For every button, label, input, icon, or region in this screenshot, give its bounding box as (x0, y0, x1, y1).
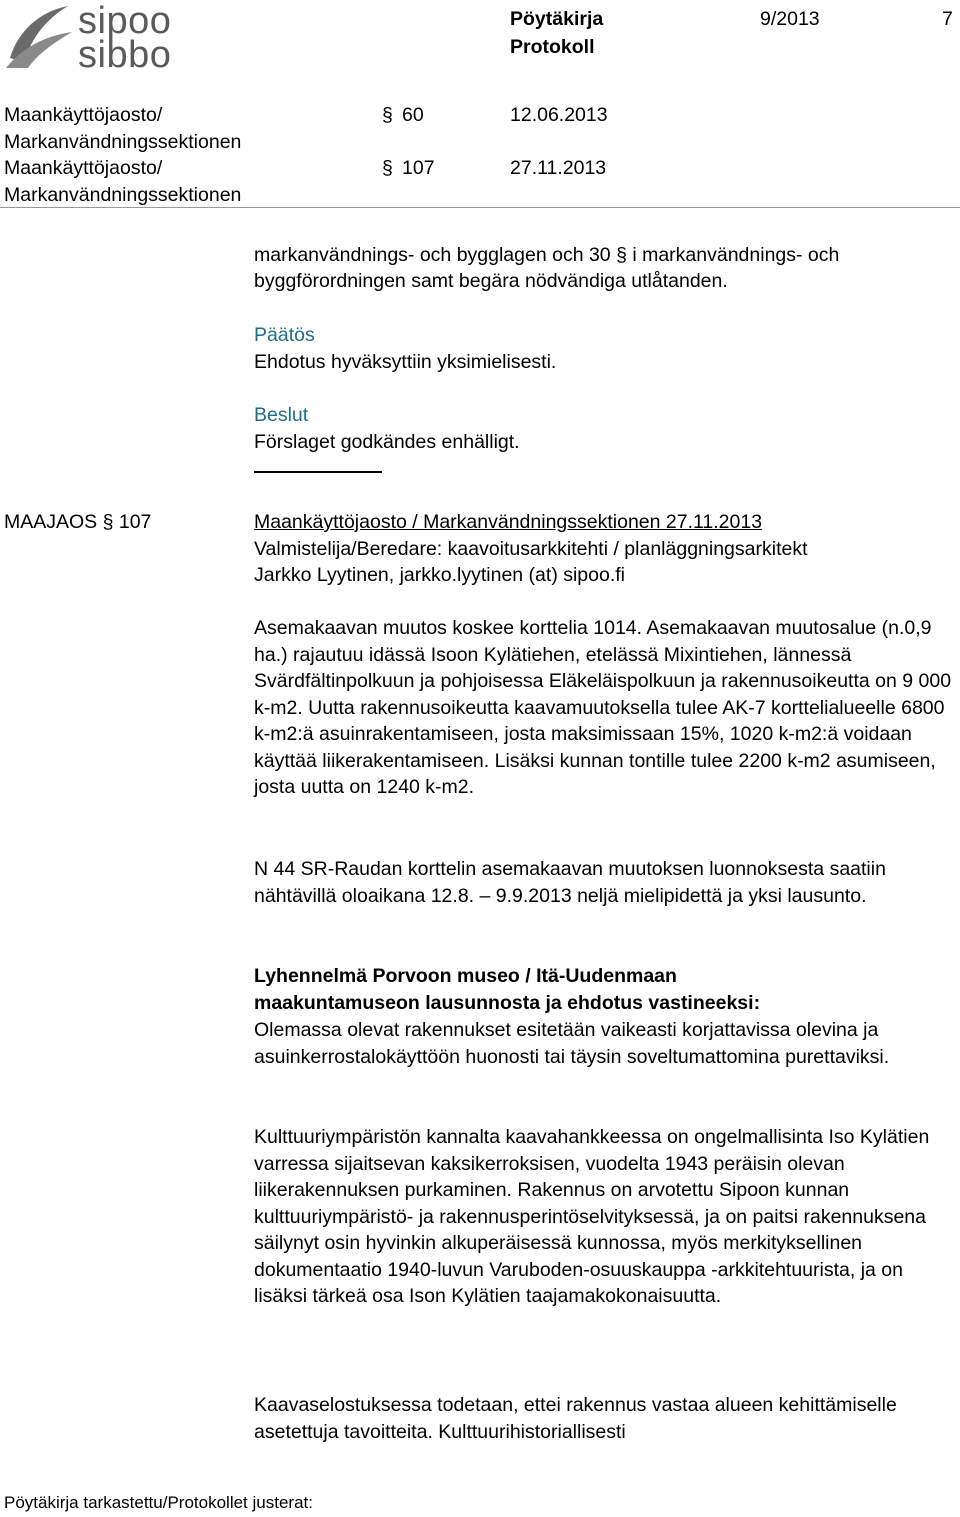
meeting-ref-1-date: 12.06.2013 (510, 104, 608, 126)
logo-swoosh-icon (4, 2, 76, 70)
item-code: MAAJAOS § 107 (4, 511, 152, 533)
page-number: 7 (942, 8, 953, 30)
sipoo-sibbo-logo (4, 0, 254, 76)
section-symbol-icon: § (382, 157, 393, 179)
item-preparer-line-1: Valmistelija/Beredare: kaavoitusarkkitehti / planläggningsarkitekt (254, 538, 808, 560)
paragraph-1: Asemakaavan muutos koskee korttelia 1014. Asemakaavan muutosalue (n.0,9 ha.) rajautuu idässä Isoon Kylätiehen, etelässä Mixintiehen, lännessä Svärdfältinpolkuun ja pohjoisessa Eläkeläispolkuun ja rakennusoikeutta on 9 000 k-m2. Uutta rakennusoikeutta kaavamuutoksella tulee AK-7 korttelialueelle 6800 k-m2:ä asuinrakentamiseen, josta maksimissaan 15%, 1020 k-m2:ä voidaan käyttää liikerakentamiseen. Lisäksi kunnan tontille tulee 2200 k-m2 asumiseen, josta uutta on 1240 k-m2. (254, 617, 952, 798)
meeting-ref-2-body-fi: Maankäyttöjaosto/ (4, 157, 163, 179)
item-meeting-line: Maankäyttöjaosto / Markanvändningssektionen 27.11.2013 (254, 511, 763, 533)
decision-sv-text: Förslaget godkändes enhälligt. (254, 431, 520, 453)
footer-text: Pöytäkirja tarkastettu/Protokollet justerat: (4, 1493, 313, 1512)
issue-number: 9/2013 (760, 8, 820, 30)
separator-line (254, 471, 382, 473)
paragraph-5: Kaavaselostuksessa todetaan, ettei rakennus vastaa alueen kehittämiselle asetettuja tavoitteita. Kulttuurihistoriallisesti (254, 1394, 897, 1443)
paragraph-3: Olemassa olevat rakennukset esitetään vaikeasti korjattavissa olevina ja asuinkerrostalokäyttöön huonosti tai täysin soveltumattomina purettaviksi. (254, 1019, 890, 1068)
meeting-ref-2-body-sv: Markanvändningssektionen (4, 184, 242, 206)
decision-fi-text: Ehdotus hyväksyttiin yksimielisesti. (254, 351, 557, 373)
meeting-ref-2-number: 107 (402, 157, 435, 179)
meeting-ref-1-body-fi: Maankäyttöjaosto/ (4, 104, 163, 126)
meeting-ref-2-date: 27.11.2013 (510, 157, 607, 179)
logo-word-sibbo: sibbo (78, 34, 172, 76)
section-symbol-icon: § (382, 104, 393, 126)
doc-type-sv: Protokoll (510, 36, 595, 58)
item-preparer-line-2: Jarkko Lyytinen, jarkko.lyytinen (at) sipoo.fi (254, 564, 626, 586)
logo-word-sipoo: sipoo (78, 0, 172, 42)
paragraph-3-heading-line-1: Lyhennelmä Porvoon museo / Itä-Uudenmaan (254, 965, 677, 987)
paragraph-4: Kulttuuriympäristön kannalta kaavahankkeessa on ongelmallisinta Iso Kylätien varressa sijaitsevan kaksikerroksisen, vuodelta 1943 peräisin olevan liikerakennuksen purkaminen. Rakennus on arvotettu Sipoon kunnan kulttuuriympäristö- ja rakennusperintöselvityksessä, ja on paitsi rakennuksena säilynyt osin hyvinkin alkuperäisessä kunnossa, myös merkityksellinen dokumentaatio 1940-luvun Varuboden-osuuskauppa -arkkitehtuurista, ja on lisäksi tärkeä osa Ison Kylätien taajamakokonaisuutta. (254, 1126, 930, 1307)
meeting-ref-1-number: 60 (402, 104, 424, 126)
decision-fi-label: Päätös (254, 324, 315, 346)
decision-sv-label: Beslut (254, 404, 309, 426)
doc-type-fi: Pöytäkirja (510, 8, 604, 30)
header-divider (0, 207, 960, 208)
intro-line-2: byggförordningen samt begära nödvändiga utlåtanden. (254, 270, 728, 292)
meeting-ref-1-body-sv: Markanvändningssektionen (4, 131, 242, 153)
paragraph-3-heading-line-2: maakuntamuseon lausunnosta ja ehdotus vastineeksi: (254, 992, 761, 1014)
intro-line-1: markanvändnings- och bygglagen och 30 § i markanvändnings- och (254, 244, 840, 266)
paragraph-2: N 44 SR-Raudan korttelin asemakaavan muutoksen luonnoksesta saatiin nähtävillä oloaikana 12.8. – 9.9.2013 neljä mielipidettä ja yksi lausunto. (254, 858, 886, 907)
